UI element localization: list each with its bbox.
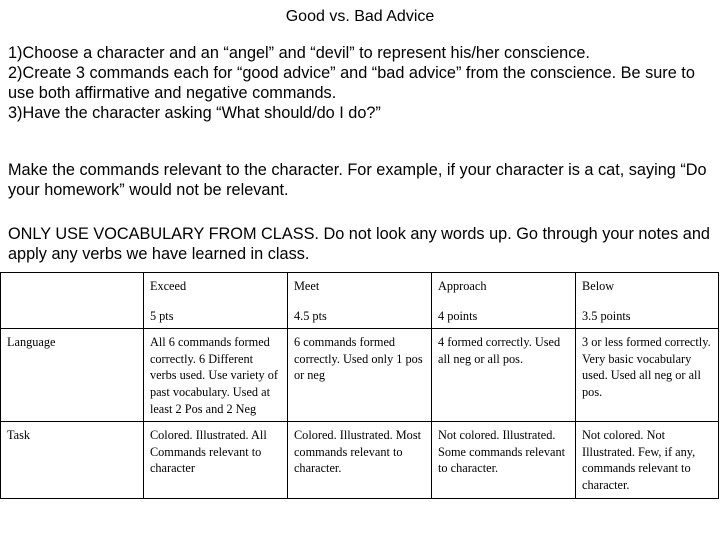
rubric-cell: Not colored. Not Illustrated. Few, if any, commands relevant to character. <box>576 422 719 498</box>
rubric-corner-cell <box>1 273 144 329</box>
rubric-cell: Not colored. Illustrated. Some commands relevant to character. <box>432 422 576 498</box>
rubric-cell: Colored. Illustrated. Most commands relevant to character. <box>287 422 431 498</box>
level-header-meet: Meet <box>287 273 431 299</box>
level-header-exceed: Exceed <box>143 273 287 299</box>
page-title: Good vs. Bad Advice <box>285 8 435 25</box>
criterion-label: Language <box>1 329 144 422</box>
rubric-cell: 6 commands formed correctly. Used only 1 pos or neg <box>287 329 431 422</box>
instruction-step-3: 3)Have the character asking “What should/do I do?” <box>8 104 381 122</box>
rubric-row-language <box>1 329 719 422</box>
rubric-cell: All 6 commands formed correctly. 6 Different verbs used. Use variety of past vocabulary. Used at least 2 Pos and 2 Neg <box>143 329 287 422</box>
rubric-cell: Colored. Illustrated. All Commands relevant to character <box>143 422 287 498</box>
instructions-list <box>8 43 714 123</box>
points-below: 3.5 points <box>576 299 719 329</box>
relevance-note: Make the commands relevant to the character. For example, if your character is a cat, saying “Do your homework” would not be relevant. <box>8 161 707 199</box>
rubric-header-row <box>1 273 719 299</box>
instruction-step-2: 2)Create 3 commands each for “good advice” and “bad advice” from the conscience. Be sure to use both affirmative and negative commands. <box>8 64 695 102</box>
instruction-step-1: 1)Choose a character and an “angel” and “devil” to represent his/her conscience. <box>8 44 590 62</box>
vocabulary-note: ONLY USE VOCABULARY FROM CLASS. Do not look any words up. Go through your notes and apply any verbs we have learned in class. <box>8 225 710 263</box>
rubric-cell: 3 or less formed correctly. Very basic vocabulary used. Used all neg or all pos. <box>576 329 719 422</box>
points-exceed: 5 pts <box>143 299 287 329</box>
criterion-label: Task <box>1 422 144 498</box>
rubric-row-task <box>1 422 719 498</box>
level-header-approach: Approach <box>432 273 576 299</box>
rubric-cell: 4 formed correctly. Used all neg or all pos. <box>432 329 576 422</box>
rubric-table <box>0 272 719 499</box>
level-header-below: Below <box>576 273 719 299</box>
points-approach: 4 points <box>432 299 576 329</box>
points-meet: 4.5 pts <box>287 299 431 329</box>
